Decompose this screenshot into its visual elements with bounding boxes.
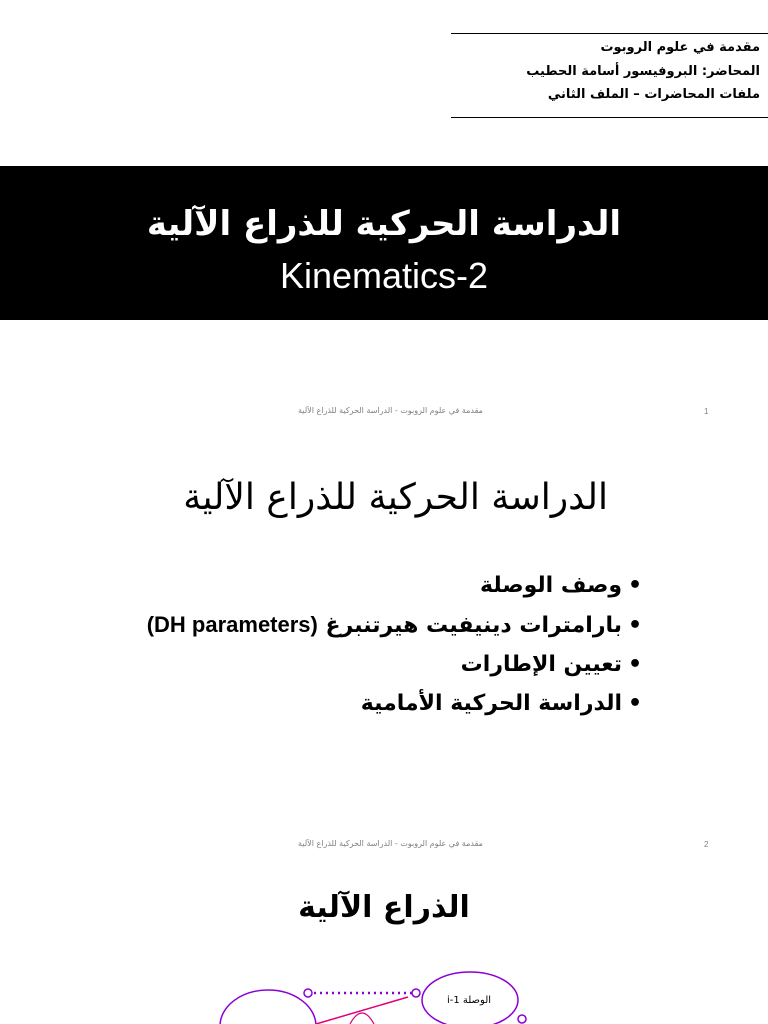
bullet-item [147, 684, 648, 723]
banner-title-arabic: الدراسة الحركية للذراع الآلية [146, 204, 622, 244]
slide1-footer-text: مقدمة في علوم الروبوت - الدراسة الحركية للذراع الآلية [298, 406, 483, 415]
slide3-title: الذراع الآلية [298, 890, 470, 925]
robot-arm-diagram-svg [0, 950, 768, 1024]
slide2-title: الدراسة الحركية للذراع الآلية [183, 477, 608, 518]
link-axis-line [316, 997, 408, 1024]
rotation-arc [350, 1013, 374, 1024]
bullet-dot-icon: • [627, 652, 643, 677]
bullet-latin-text: (DH parameters) [146, 612, 318, 637]
lecture-file: ملفات المحاضرات – الملف الثاني [547, 87, 760, 102]
slide2-footer-text: مقدمة في علوم الروبوت - الدراسة الحركية للذراع الآلية [298, 839, 483, 848]
left-link-ellipse [220, 990, 316, 1024]
slide2-bullet-list [147, 566, 648, 723]
bullet-text: وصف الوصلة [480, 573, 622, 598]
lecturer-name: المحاضر: البروفيسور أسامة الحطيب [526, 64, 760, 79]
bullet-text: تعيين الإطارات [460, 652, 622, 677]
bullet-text: الدراسة الحركية الأمامية [360, 691, 622, 716]
slide2-page-number: 2 [704, 840, 709, 849]
slide1-page-number: 1 [704, 407, 709, 416]
link-label: الوصلة i-1 [446, 995, 492, 1006]
bullet-dot-icon: • [627, 691, 643, 716]
bullet-dot-icon: • [627, 613, 643, 638]
bullet-item [147, 566, 648, 605]
bullet-text: بارامترات دينيفيت هيرتنبرغ [325, 613, 622, 638]
title-banner [0, 166, 768, 320]
joint-circle-left [304, 989, 312, 997]
joint-circle-far-right [518, 1015, 526, 1023]
robot-arm-diagram [0, 950, 768, 1024]
bullet-item [147, 645, 648, 684]
header-bottom-rule [451, 117, 768, 118]
bullet-item [147, 605, 648, 645]
bullet-dot-icon: • [627, 573, 643, 598]
course-title: مقدمة في علوم الروبوت [600, 40, 760, 55]
header-top-rule [451, 33, 768, 34]
banner-title-english: Kinematics-2 [279, 255, 489, 296]
joint-circle-right [412, 989, 420, 997]
